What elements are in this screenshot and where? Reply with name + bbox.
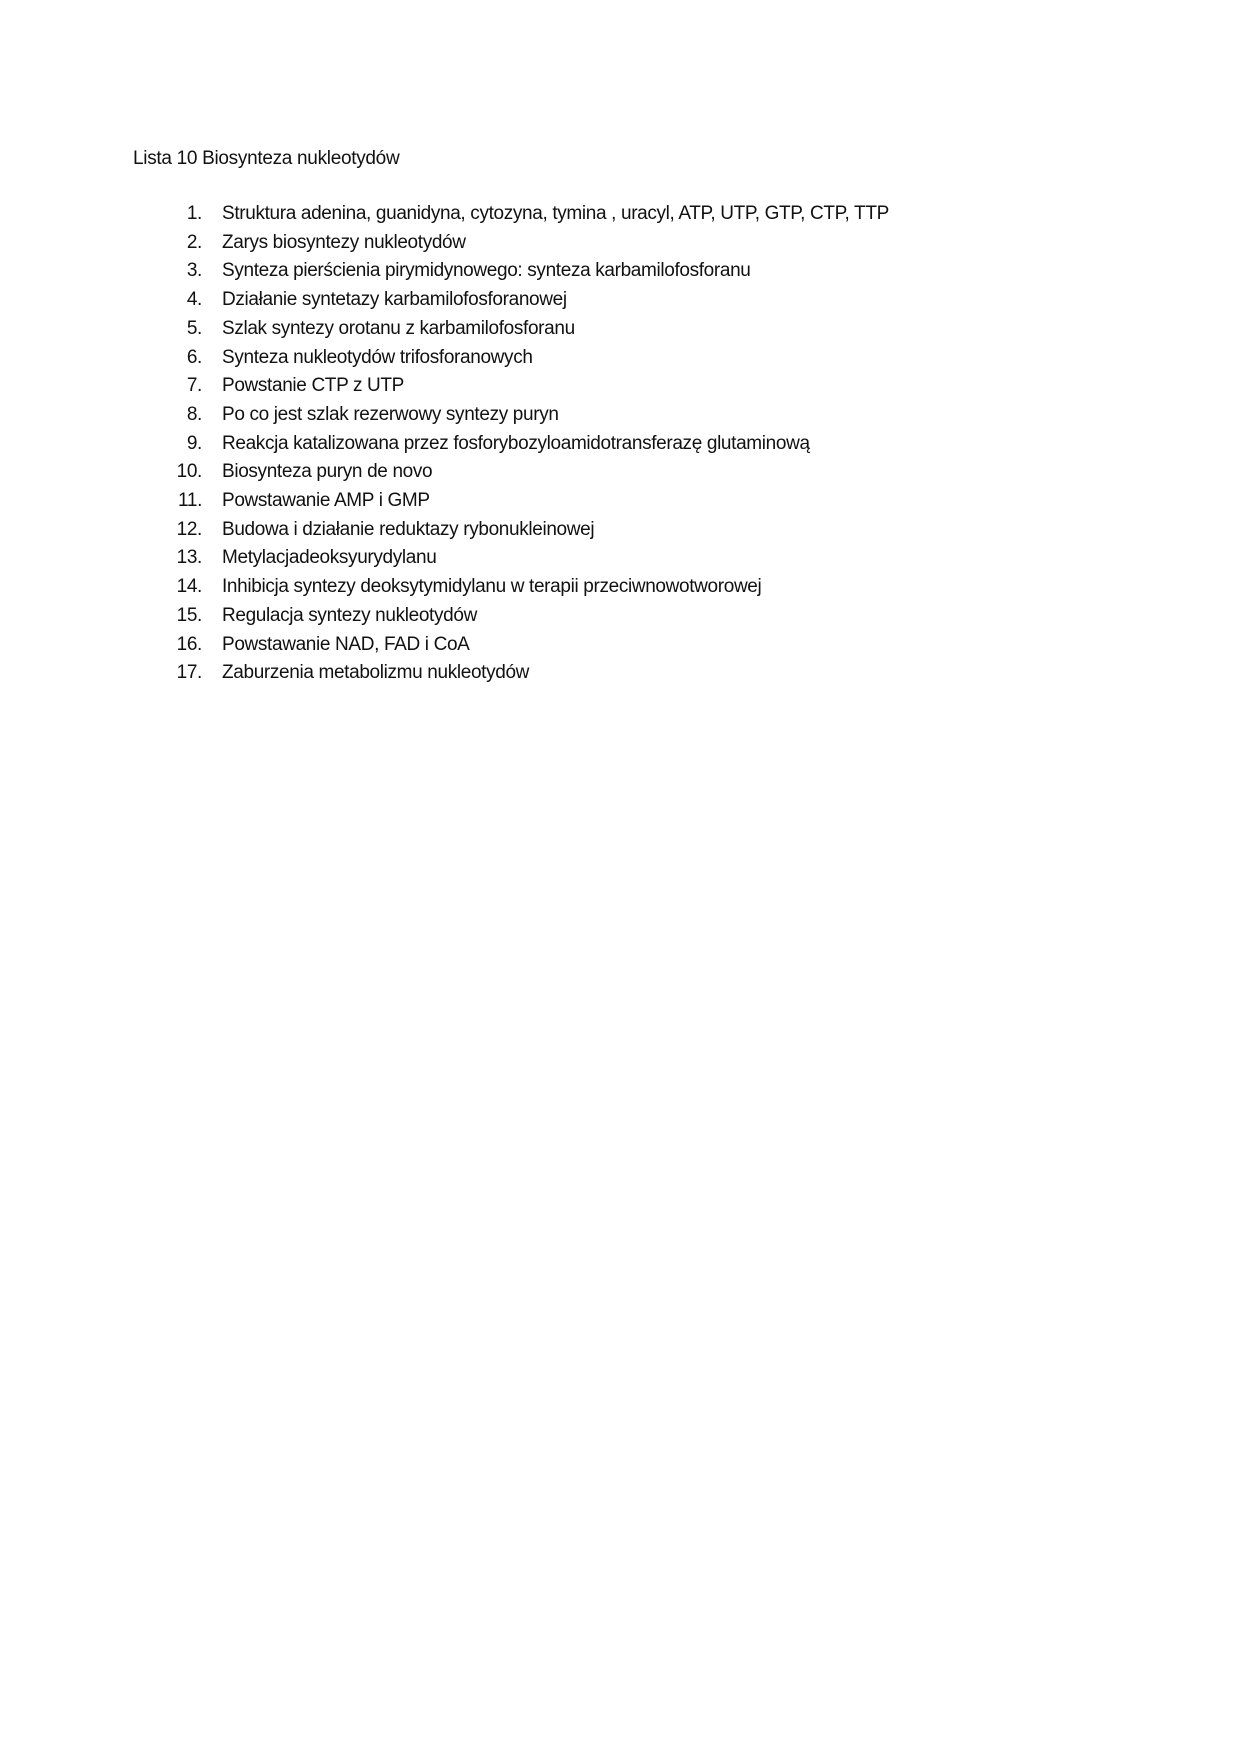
item-number: 4. xyxy=(186,289,202,311)
item-text: Działanie syntetazy karbamilofosforanowej xyxy=(222,289,567,311)
item-number: 9. xyxy=(186,432,202,454)
item-text: Szlak syntezy orotanu z karbamilofosforanu xyxy=(222,317,575,339)
item-text: Powstanie CTP z UTP xyxy=(222,375,405,397)
item-text: Zarys biosyntezy nukleotydów xyxy=(222,231,466,253)
item-number: 8. xyxy=(186,403,202,425)
item-number: 14. xyxy=(176,576,202,598)
item-number: 5. xyxy=(186,317,202,339)
item-text: Inhibicja syntezy deoksytymidylanu w terapii przeciwnowotworowej xyxy=(222,576,762,598)
item-text: Metylacjadeoksyurydylanu xyxy=(222,547,437,569)
item-number: 3. xyxy=(186,260,202,282)
item-number: 17. xyxy=(176,662,202,684)
item-text: Struktura adenina, guanidyna, cytozyna, tymina , uracyl, ATP, UTP, GTP, CTP, TTP xyxy=(222,203,889,224)
item-text: Biosynteza puryn de novo xyxy=(222,461,433,483)
item-text: Synteza nukleotydów trifosforanowych xyxy=(222,346,533,368)
item-text: Budowa i działanie reduktazy rybonukleinowej xyxy=(222,518,595,540)
item-number: 12. xyxy=(176,518,202,540)
item-number: 7. xyxy=(186,375,202,397)
item-number: 6. xyxy=(186,346,202,368)
item-number: 16. xyxy=(176,633,202,655)
item-text: Powstawanie AMP i GMP xyxy=(222,490,430,511)
item-text: Reakcja katalizowana przez fosforybozyloamidotransferazę glutaminową xyxy=(222,432,810,454)
item-text: Synteza pierścienia pirymidynowego: synteza karbamilofosforanu xyxy=(222,260,751,282)
item-number: 2. xyxy=(186,231,202,253)
item-number: 11. xyxy=(178,490,202,511)
item-number: 10. xyxy=(176,461,202,483)
document-title: Lista 10 Biosynteza nukleotydów xyxy=(133,148,400,169)
item-number: 15. xyxy=(176,604,202,626)
item-number: 1. xyxy=(186,203,202,224)
item-text: Regulacja syntezy nukleotydów xyxy=(222,604,477,626)
item-text: Powstawanie NAD, FAD i CoA xyxy=(222,633,470,655)
item-text: Zaburzenia metabolizmu nukleotydów xyxy=(222,662,530,684)
item-number: 13. xyxy=(176,547,202,569)
item-text: Po co jest szlak rezerwowy syntezy puryn xyxy=(222,403,559,425)
